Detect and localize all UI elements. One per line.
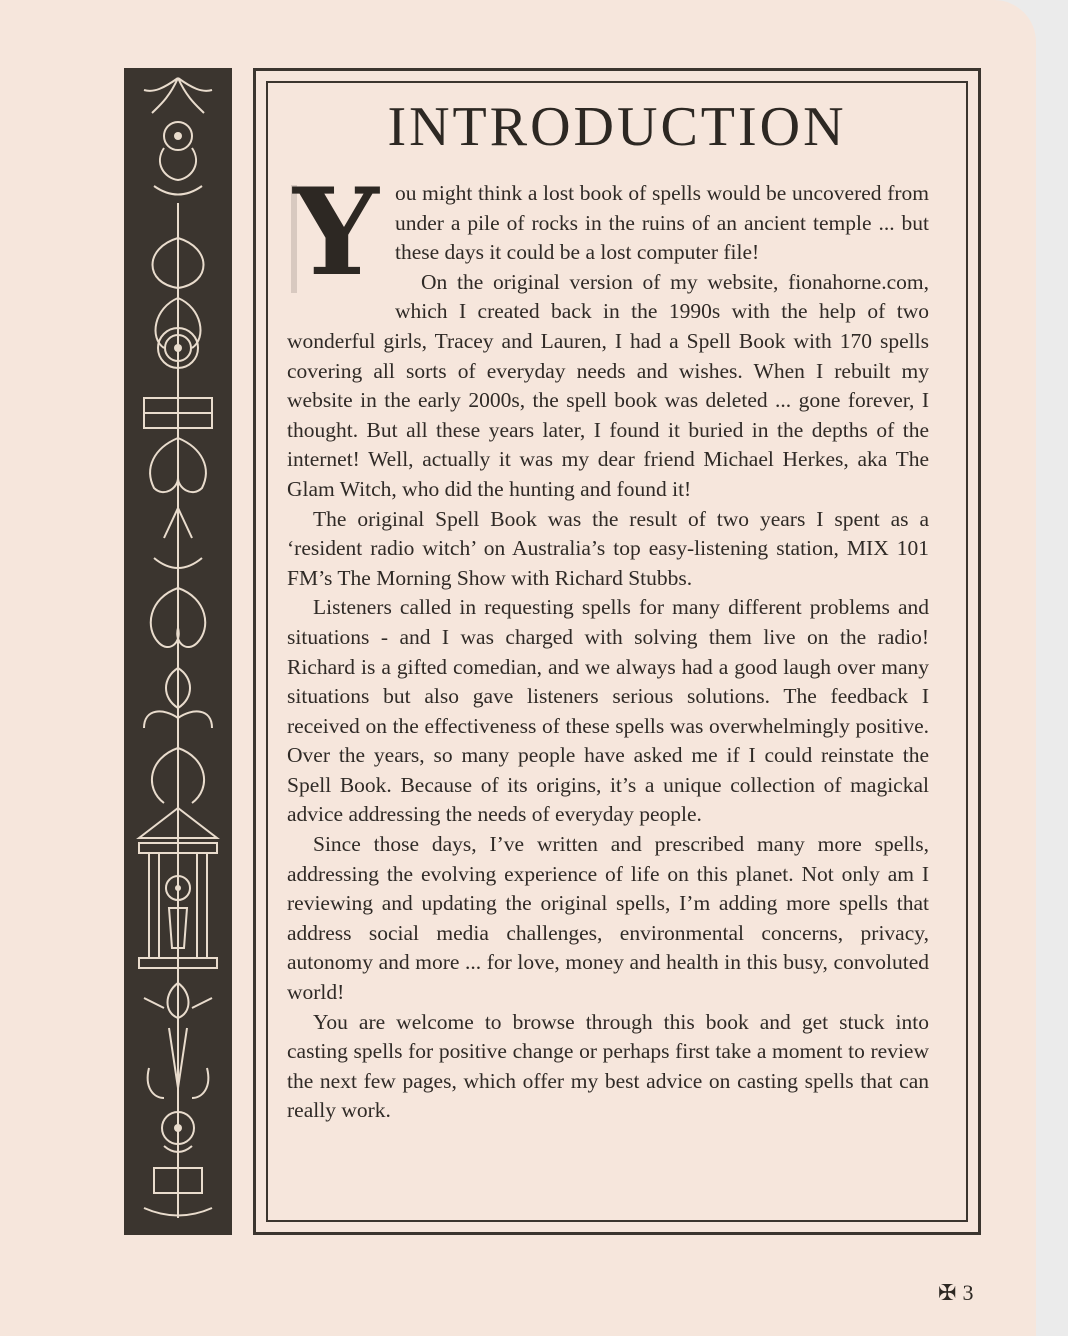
dropcap-letter: Y bbox=[287, 177, 385, 299]
cross-ornament-icon: ✠ bbox=[938, 1280, 963, 1305]
text-frame bbox=[253, 68, 981, 1235]
paragraph-5: Since those days, I’ve written and prescribed many more spells, addressing the evolving experience of life on this planet. Not only am I reviewing and updating the original spells, I’m adding more spells that address social media challenges, environmental concerns, privacy, autonomy and more ... for love, money and health in this busy, convoluted world! bbox=[287, 832, 929, 1005]
paragraph-1: You might think a lost book of spells would be uncovered from under a pile of rocks in the ruins of an ancient temple ... but these days it could be a lost computer file! bbox=[287, 179, 929, 268]
paragraph-3: The original Spell Book was the result of two years I spent as a ‘resident radio witch’ on Australia’s top easy-listening station, MIX 101 FM’s The Morning Show with Richard Stubbs. bbox=[287, 506, 929, 590]
paragraph-6: You are welcome to browse through this book and get stuck into casting spells for positive change or perhaps first take a moment to review the next few pages, which offer my best advice on casting spells that can really work. bbox=[287, 1009, 929, 1123]
body-text bbox=[287, 162, 929, 1126]
paragraph-2: On the original version of my website, fionahorne.com, which I created back in the 1990s with the help of two wonderful girls, Tracey and Lauren, I had a Spell Book with 170 spells covering all sorts of everyday needs and wishes. When I rebuilt my website in the early 2000s, the spell book was deleted ... gone forever, I thought. But all these years later, I found it buried in the depths of the internet! Well, actually it was my dear friend Michael Herkes, aka The Glam Witch, who did the hunting and found it! bbox=[287, 269, 929, 501]
paragraph-4: Listeners called in requesting spells for many different problems and situations - and I was charged with solving them live on the radio! Richard is a gifted comedian, and we always had a good laugh over many situations but also gave listeners serious solutions. The feedback I received on the effectiveness of these spells was overwhelmingly positive. Over the years, so many people have asked me if I could reinstate the Spell Book. Because of its origins, it’s a unique collection of magickal advice addressing the needs of everyday people. bbox=[287, 595, 929, 827]
ornamental-border-column bbox=[124, 68, 232, 1235]
page-number: ✠3 bbox=[938, 1280, 980, 1305]
chapter-title: INTRODUCTION bbox=[387, 96, 847, 158]
